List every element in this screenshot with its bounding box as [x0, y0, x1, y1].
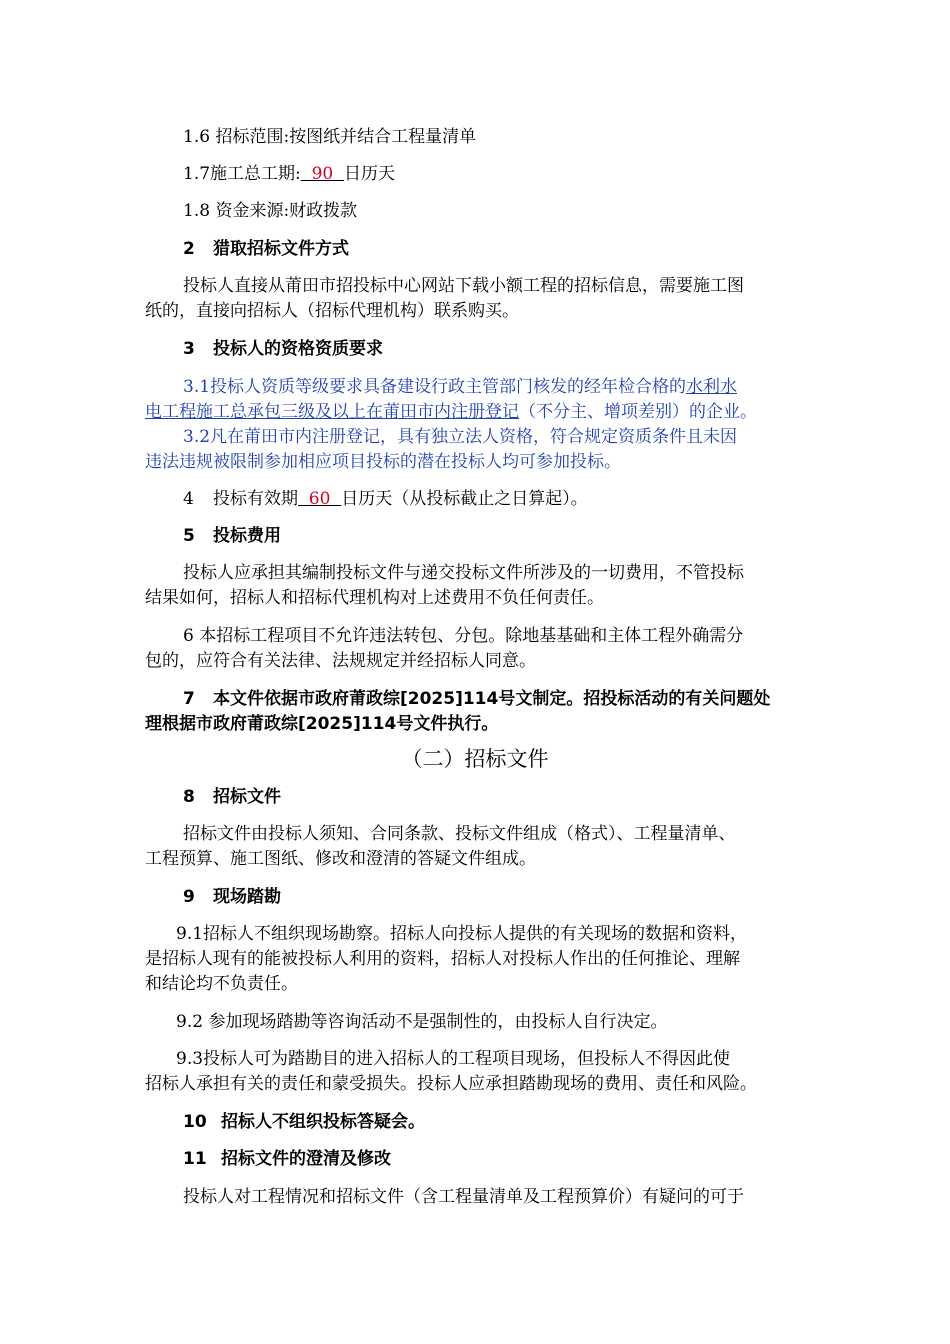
section-9-1-line3: 和结论均不负责任。 [145, 974, 298, 994]
construction-period-value: 90 [300, 164, 345, 184]
qualification-link-part1[interactable]: 水利水 [686, 377, 738, 397]
section-11-title: 招标文件的澄清及修改 [221, 1149, 391, 1169]
section-7-line2: 理根据市政府莆政综[2025]114号文件执行。 [145, 714, 499, 734]
section-6-line2: 包的，应符合有关法律、法规规定并经招标人同意。 [145, 651, 536, 671]
section-3-1-line1 [183, 374, 863, 400]
section-11-para-line1: 投标人对工程情况和招标文件（含工程量清单及工程预算价）有疑问的可于 [183, 1187, 744, 1207]
section-9-1-line1: 9.1招标人不组织现场勘察。招标人向投标人提供的有关现场的数据和资料， [176, 924, 748, 944]
section-11-heading [183, 1146, 863, 1172]
chapter-heading: （二）招标文件 [401, 747, 549, 771]
section-9-3-line1: 9.3投标人可为踏勘目的进入招标人的工程项目现场，但投标人不得因此使 [176, 1049, 731, 1069]
section-9-number: 9 [183, 887, 195, 907]
section-2-para-line2: 纸的，直接向招标人（招标代理机构）联系购买。 [145, 301, 519, 321]
section-8-title: 招标文件 [213, 787, 281, 807]
item-1-6: 1.6 招标范围:按图纸并结合工程量清单 [183, 127, 477, 147]
section-7-line1 [183, 686, 863, 712]
section-3-number: 3 [183, 339, 195, 359]
section-9-3-line2: 招标人承担有关的责任和蒙受损失。投标人应承担踏勘现场的费用、责任和风险。 [145, 1074, 757, 1094]
section-5-para-line1: 投标人应承担其编制投标文件与递交投标文件所涉及的一切费用，不管投标 [183, 563, 744, 583]
section-2-heading [183, 236, 863, 262]
section-2-para-line1: 投标人直接从莆田市招投标中心网站下载小额工程的招标信息，需要施工图 [183, 276, 744, 296]
section-5-heading [183, 523, 863, 549]
section-11-number: 11 [183, 1149, 207, 1169]
section-6-line1: 6 本招标工程项目不允许违法转包、分包。除地基基础和主体工程外确需分 [183, 626, 744, 646]
item-1-7-unit: 日历天 [344, 164, 396, 184]
bid-validity-value: 60 [298, 489, 342, 509]
section-5-number: 5 [183, 526, 195, 546]
section-8-para-line2: 工程预算、施工图纸、修改和澄清的答疑文件组成。 [145, 849, 536, 869]
section-4-unit: 日历天（从投标截止之日算起）。 [341, 489, 588, 509]
section-9-1-line2: 是招标人现有的能被投标人利用的资料，招标人对投标人作出的任何推论、理解 [145, 949, 740, 969]
section-10-number: 10 [183, 1112, 207, 1132]
section-3-heading [183, 336, 863, 362]
section-9-heading [183, 884, 863, 910]
section-4-number: 4 [183, 489, 194, 509]
section-10-title: 招标人不组织投标答疑会。 [221, 1112, 425, 1132]
section-5-title: 投标费用 [213, 526, 281, 546]
section-8-heading [183, 784, 863, 810]
qualification-link-part2[interactable]: 电工程施工总承包三级及以上在莆田市内注册登记 [145, 402, 519, 422]
section-4-label: 投标有效期 [213, 489, 298, 509]
section-2-title: 猎取招标文件方式 [213, 239, 349, 259]
section-5-para-line2: 结果如何，招标人和招标代理机构对上述费用不负任何责任。 [145, 588, 604, 608]
section-4 [183, 486, 863, 512]
section-9-title: 现场踏勘 [213, 887, 281, 907]
item-1-8: 1.8 资金来源:财政拨款 [183, 201, 358, 221]
section-7-number: 7 [183, 689, 195, 709]
section-3-1-line2 [145, 399, 825, 425]
section-3-title: 投标人的资格资质要求 [213, 339, 383, 359]
section-3-1-text-end: （不分主、增项差别）的企业。 [519, 402, 757, 422]
section-3-2-line2: 违法违规被限制参加相应项目投标的潜在投标人均可参加投标。 [145, 452, 621, 472]
section-9-2: 9.2 参加现场踏勘等咨询活动不是强制性的，由投标人自行决定。 [176, 1012, 668, 1032]
section-7-text: 本文件依据市政府莆政综[2025]114号文制定。招投标活动的有关问题处 [213, 689, 771, 709]
section-10-heading [183, 1109, 863, 1135]
item-1-7 [183, 161, 863, 187]
section-8-number: 8 [183, 787, 195, 807]
section-8-para-line1: 招标文件由投标人须知、合同条款、投标文件组成（格式）、工程量清单、 [183, 824, 736, 844]
section-2-number: 2 [183, 239, 195, 259]
section-3-1-text: 3.1投标人资质等级要求具备建设行政主管部门核发的经年检合格的 [183, 377, 687, 397]
item-1-7-label: 1.7施工总工期: [183, 164, 301, 184]
section-3-2-line1: 3.2凡在莆田市内注册登记，具有独立法人资格，符合规定资质条件且未因 [183, 427, 738, 447]
